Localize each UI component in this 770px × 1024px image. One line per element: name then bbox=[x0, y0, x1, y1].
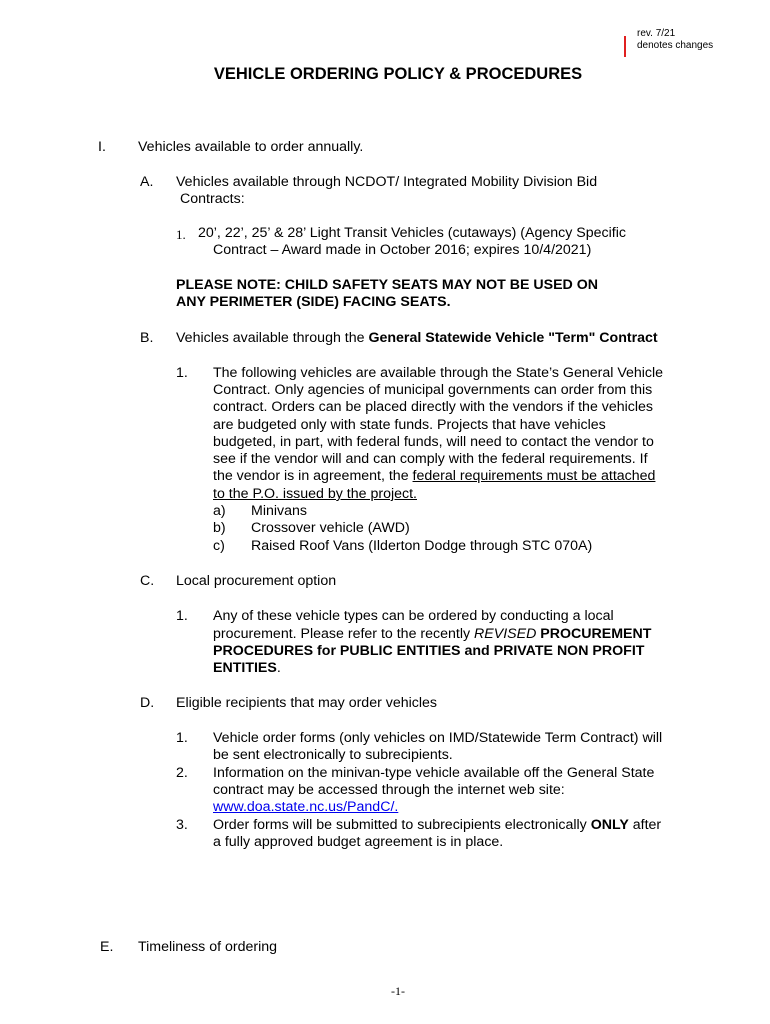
section-A-item1-marker: 1. bbox=[176, 227, 186, 242]
section-B-item1-line4: are budgeted only with state funds. Projects that have vehicles bbox=[213, 417, 606, 433]
section-C-item1-marker: 1. bbox=[176, 608, 188, 624]
section-B-heading-prefix: Vehicles available through the bbox=[176, 330, 369, 346]
only-label: ONLY bbox=[590, 817, 629, 833]
section-D-item3-line2: a fully approved budget agreement is in place. bbox=[213, 834, 504, 850]
section-D-item2-line1: Information on the minivan-type vehicle available off the General State bbox=[213, 765, 655, 781]
section-A-line2: Contracts: bbox=[180, 191, 245, 207]
section-B-item1-line3: contract. Orders can be placed directly with the vendors if the vehicles bbox=[213, 399, 654, 415]
section-C-item1-line4-tail: . bbox=[276, 660, 281, 676]
section-D-item3-marker: 3. bbox=[176, 817, 188, 833]
section-B-item1-line6: see if the vendor will and can comply with the federal requirements. If bbox=[213, 451, 648, 467]
section-D-item1-line2: be sent electronically to subrecipients. bbox=[213, 747, 453, 763]
subitem-a-marker: a) bbox=[213, 503, 226, 519]
section-C-item1-line2 bbox=[213, 626, 651, 643]
section-C-item1-line3: PROCEDURES for PUBLIC ENTITIES and PRIVATE NON PROFIT bbox=[213, 643, 645, 659]
section-B-item1-marker: 1. bbox=[176, 365, 188, 381]
section-I-marker: I. bbox=[98, 139, 106, 155]
section-D-item1-line1: Vehicle order forms (only vehicles on IMD/Statewide Term Contract) will bbox=[213, 730, 663, 746]
section-A-marker: A. bbox=[140, 174, 154, 190]
section-B-heading bbox=[176, 330, 658, 347]
subitem-b-marker: b) bbox=[213, 520, 226, 536]
section-D-item3-line1-tail: after bbox=[628, 817, 662, 833]
changes-note: denotes changes bbox=[637, 40, 714, 51]
section-B-item1-line5: budgeted, in part, with federal funds, will need to contact the vendor to bbox=[213, 434, 654, 450]
section-B-item1-line7 bbox=[213, 468, 655, 485]
section-A-item1-line1: 20’, 22’, 25’ & 28’ Light Transit Vehicles (cutaways) (Agency Specific bbox=[198, 225, 626, 241]
subitem-crossover: Crossover vehicle (AWD) bbox=[251, 520, 410, 536]
section-C-marker: C. bbox=[140, 573, 155, 589]
procurement-label: PROCUREMENT bbox=[536, 626, 652, 642]
doa-website-link[interactable]: www.doa.state.nc.us/PandC/. bbox=[213, 799, 399, 815]
section-A-line1: Vehicles available through NCDOT/ Integrated Mobility Division Bid bbox=[176, 174, 598, 190]
section-C-item1-line1: Any of these vehicle types can be ordered by conducting a local bbox=[213, 608, 614, 624]
section-D-item2-line2: contract may be accessed through the internet web site: bbox=[213, 782, 565, 798]
page-title: VEHICLE ORDERING POLICY & PROCEDURES bbox=[213, 65, 583, 83]
section-D-item3-line1 bbox=[213, 817, 661, 834]
section-D-item3-line1-prefix: Order forms will be submitted to subrecipients electronically bbox=[213, 817, 591, 833]
section-B-item1-line8: to the P.O. issued by the project. bbox=[213, 486, 417, 502]
section-B-item1-line2: Contract. Only agencies of municipal governments can order from this bbox=[213, 382, 653, 398]
child-seat-note-line2: ANY PERIMETER (SIDE) FACING SEATS. bbox=[176, 294, 451, 310]
section-I-heading: Vehicles available to order annually. bbox=[138, 139, 364, 155]
section-E-heading: Timeliness of ordering bbox=[138, 939, 278, 955]
section-E-marker: E. bbox=[100, 939, 114, 955]
section-C-heading: Local procurement option bbox=[176, 573, 337, 589]
page-number: -1- bbox=[391, 984, 405, 998]
section-A-item1-line2: Contract – Award made in October 2016; expires 10/4/2021) bbox=[213, 242, 592, 258]
subitem-raised-roof-vans: Raised Roof Vans (Ilderton Dodge through STC 070A) bbox=[251, 538, 593, 554]
section-B-item1-line1: The following vehicles are available through the State’s General Vehicle bbox=[213, 365, 664, 381]
section-D-heading: Eligible recipients that may order vehicles bbox=[176, 695, 438, 711]
federal-requirements-note: federal requirements must be attached bbox=[412, 468, 656, 484]
section-D-marker: D. bbox=[140, 695, 155, 711]
section-C-item1-line4 bbox=[213, 660, 281, 677]
change-bar bbox=[624, 36, 626, 57]
revision-label: rev. 7/21 bbox=[637, 28, 676, 39]
section-D-item1-marker: 1. bbox=[176, 730, 188, 746]
section-B-heading-bold: General Statewide Vehicle "Term" Contract bbox=[368, 330, 658, 346]
subitem-c-marker: c) bbox=[213, 538, 225, 554]
section-C-item1-line2-prefix: procurement. Please refer to the recently bbox=[213, 626, 475, 642]
subitem-minivans: Minivans bbox=[251, 503, 307, 519]
entities-label: ENTITIES bbox=[213, 660, 277, 676]
section-B-marker: B. bbox=[140, 330, 154, 346]
revised-label: REVISED bbox=[474, 626, 537, 642]
child-seat-note-line1: PLEASE NOTE: CHILD SAFETY SEATS MAY NOT BE USED ON bbox=[176, 277, 598, 293]
section-D-item2-marker: 2. bbox=[176, 765, 188, 781]
section-B-item1-line7-prefix: the vendor is in agreement, the bbox=[213, 468, 413, 484]
